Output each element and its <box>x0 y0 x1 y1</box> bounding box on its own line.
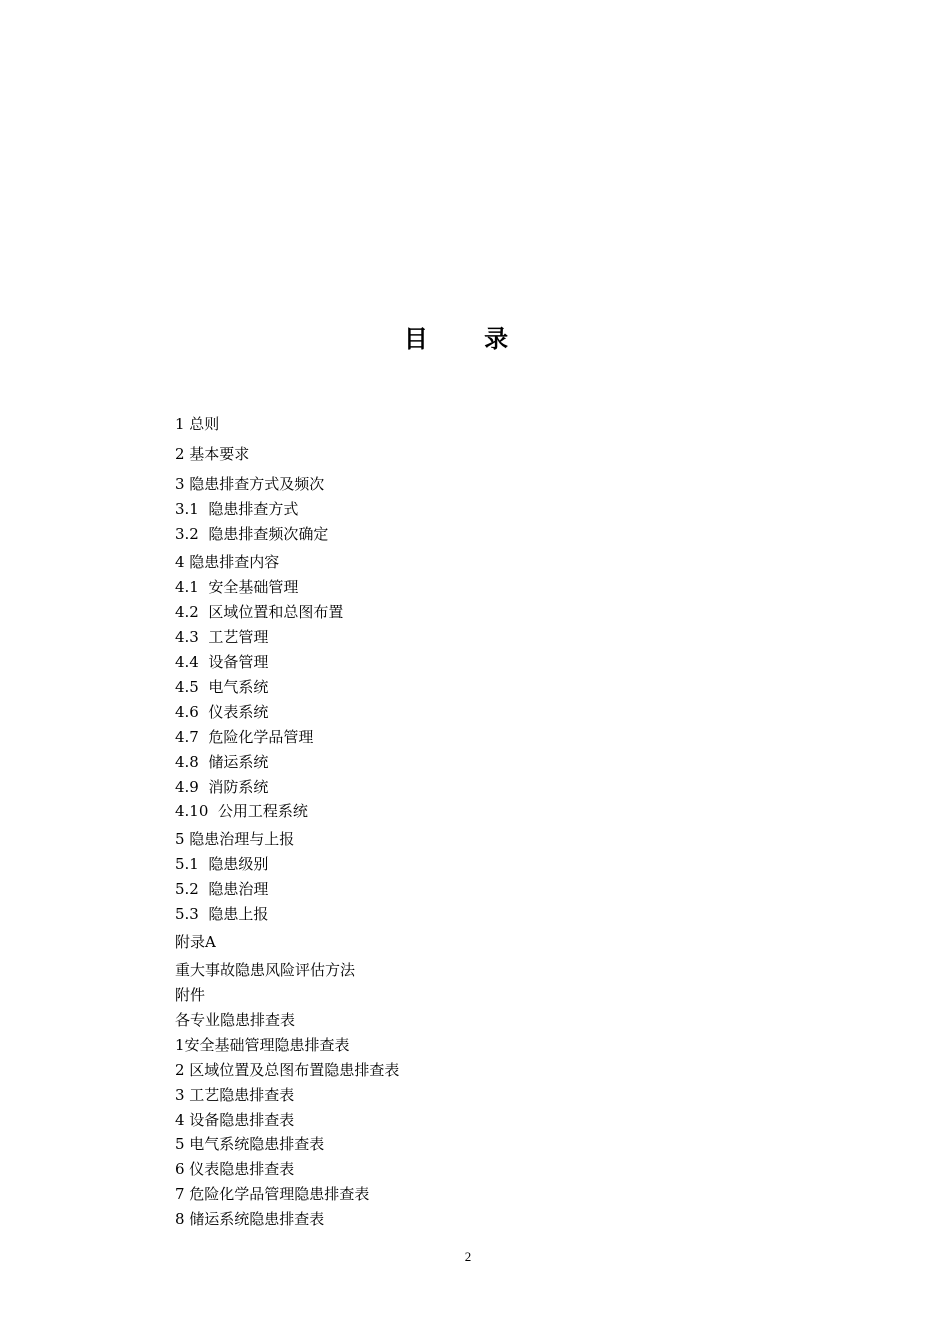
toc-item[interactable]: 4.10 公用工程系统 <box>175 802 308 820</box>
toc-item[interactable]: 4.1 安全基础管理 <box>175 578 299 596</box>
toc-item[interactable]: 4.7 危险化学品管理 <box>175 728 314 746</box>
toc-item[interactable]: 4.4 设备管理 <box>175 653 269 671</box>
toc-item[interactable]: 4 隐患排查内容 <box>175 553 280 571</box>
toc-item[interactable]: 3 工艺隐患排查表 <box>175 1086 295 1104</box>
toc-item[interactable]: 8 储运系统隐患排查表 <box>175 1210 325 1228</box>
toc-item[interactable]: 4.8 储运系统 <box>175 753 269 771</box>
toc-item[interactable]: 1 总则 <box>175 415 220 433</box>
toc-title: 目 录 <box>403 325 533 353</box>
toc-item[interactable]: 附录A <box>175 933 216 951</box>
toc-item[interactable]: 4.2 区域位置和总图布置 <box>175 603 344 621</box>
toc-item[interactable]: 6 仪表隐患排查表 <box>175 1160 295 1178</box>
toc-item[interactable]: 7 危险化学品管理隐患排查表 <box>175 1185 370 1203</box>
toc-item[interactable]: 4.6 仪表系统 <box>175 703 269 721</box>
toc-item[interactable]: 3.1 隐患排查方式 <box>175 500 299 518</box>
toc-item[interactable]: 重大事故隐患风险评估方法 <box>175 961 356 979</box>
toc-item[interactable]: 5.2 隐患治理 <box>175 880 269 898</box>
toc-item[interactable]: 4.3 工艺管理 <box>175 628 269 646</box>
toc-item[interactable]: 4.5 电气系统 <box>175 678 269 696</box>
toc-item[interactable]: 5.1 隐患级别 <box>175 855 269 873</box>
toc-item[interactable]: 2 区域位置及总图布置隐患排查表 <box>175 1061 400 1079</box>
toc-item[interactable]: 3 隐患排查方式及频次 <box>175 475 325 493</box>
toc-item[interactable]: 4 设备隐患排查表 <box>175 1111 295 1129</box>
toc-item[interactable]: 5.3 隐患上报 <box>175 905 269 923</box>
toc-item[interactable]: 附件 <box>175 986 206 1004</box>
toc-item[interactable]: 5 隐患治理与上报 <box>175 830 295 848</box>
toc-item[interactable]: 5 电气系统隐患排查表 <box>175 1135 325 1153</box>
toc-item[interactable]: 2 基本要求 <box>175 445 250 463</box>
toc-item[interactable]: 1安全基础管理隐患排查表 <box>175 1036 350 1054</box>
toc-item[interactable]: 3.2 隐患排查频次确定 <box>175 525 329 543</box>
page-number: 2 <box>464 1249 472 1264</box>
toc-item[interactable]: 各专业隐患排查表 <box>175 1011 296 1029</box>
toc-item[interactable]: 4.9 消防系统 <box>175 778 269 796</box>
